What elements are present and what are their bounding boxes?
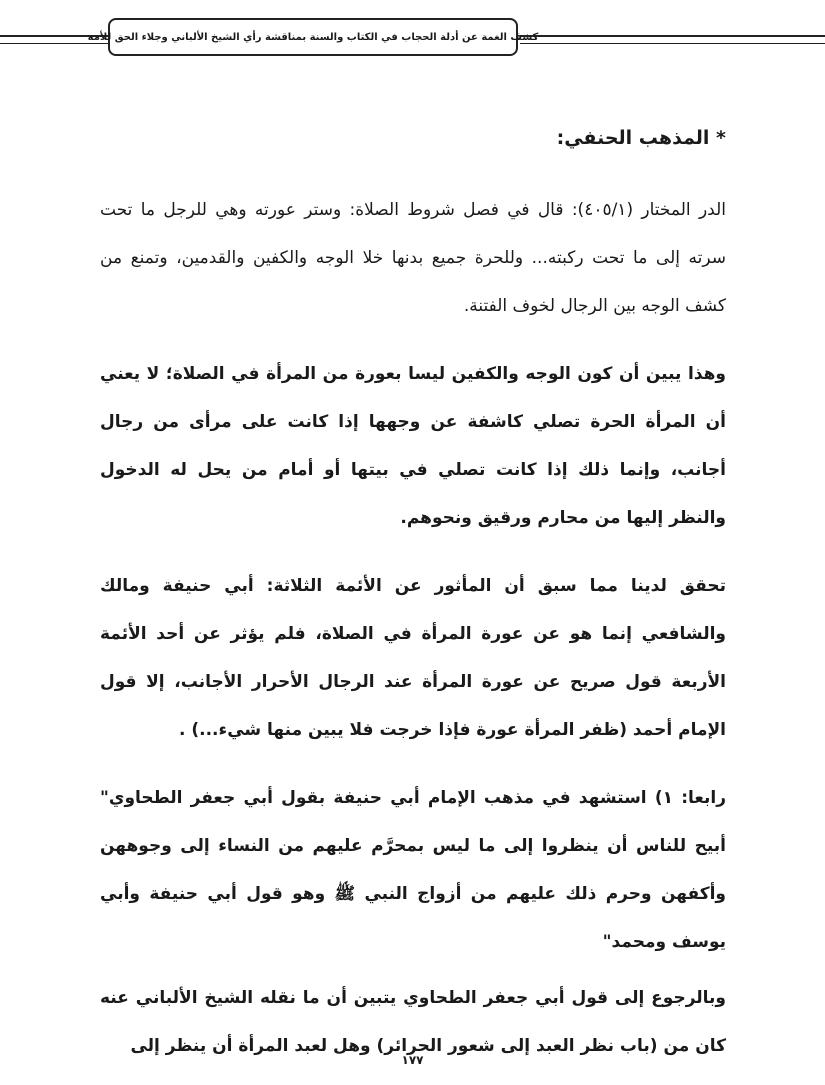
tahawi-quote-part-1: رابعا: ١) استشهد في مذهب الإمام أبي حنيفة بقول أبي جعفر الطحاوي" أبيح للناس أن ينظروا إلى ما ليس بمحرَّم عليهم من النساء إلى وجوههن وأكفهن وحرم ذلك عليهم من أزواج النبي xyxy=(100,788,727,904)
header-rule-right xyxy=(520,35,825,44)
paragraph-durr-mukhtar: الدر المختار (٤٠٥/١): قال في فصل شروط الصلاة: وستر عورته وهي للرجل ما تحت سرته إلى ما تحت ركبته... وللحرة جميع بدنها خلا الوجه والكفين والقدمين، وتمنع من كشف الوجه بين الرجال لخوف الفتنة. xyxy=(100,200,726,316)
running-header-title: كشف الغمة عن أدلة الحجاب في الكتاب والسنة بمناقشة رأي الشيخ الألباني وجلاء الحق للأمة xyxy=(87,31,539,43)
paragraph-face-hands-explanation: وهذا يبين أن كون الوجه والكفين ليسا بعورة من المرأة في الصلاة؛ لا يعني أن المرأة الحرة تصلي كاشفة عن وجهها إذا كانت على مرأى من رجال أجانب، وإنما ذلك إذا كانت تصلي في بيتها أو أمام من يحل له الدخول والنظر إليها من محارم ورقيق ونحوهم. xyxy=(100,364,726,528)
paragraph-three-imams: تحقق لدينا مما سبق أن المأثور عن الأئمة الثلاثة: أبي حنيفة ومالك والشافعي إنما هو عن عورة المرأة في الصلاة، فلم يؤثر عن أحد الأئمة الأربعة قول صريح عن عورة المرأة عند الرجال الأحرار الأجانب، إلا قول الإمام أحمد (ظفر المرأة عورة فإذا خرجت فلا يبين منها شيء...) . xyxy=(100,576,726,740)
salutation-symbol: ﷺ xyxy=(334,884,356,904)
page-number: ١٧٧ xyxy=(401,1053,424,1067)
section-heading: * المذهب الحنفي: xyxy=(556,127,726,149)
paragraph-tahawi-context: وبالرجوع إلى قول أبي جعفر الطحاوي يتبين أن ما نقله الشيخ الألباني عنه كان من (باب نظر العبد إلى شعور الحرائر) وهل لعبد المرأة أن ينظر إلى xyxy=(100,988,726,1056)
page-body xyxy=(100,118,726,1085)
paragraph-tahawi-quote xyxy=(100,774,726,966)
tahawi-quote-part-2: وهو قول أبي حنيفة وأبي يوسف ومحمد" xyxy=(100,884,726,952)
running-header xyxy=(87,18,539,56)
